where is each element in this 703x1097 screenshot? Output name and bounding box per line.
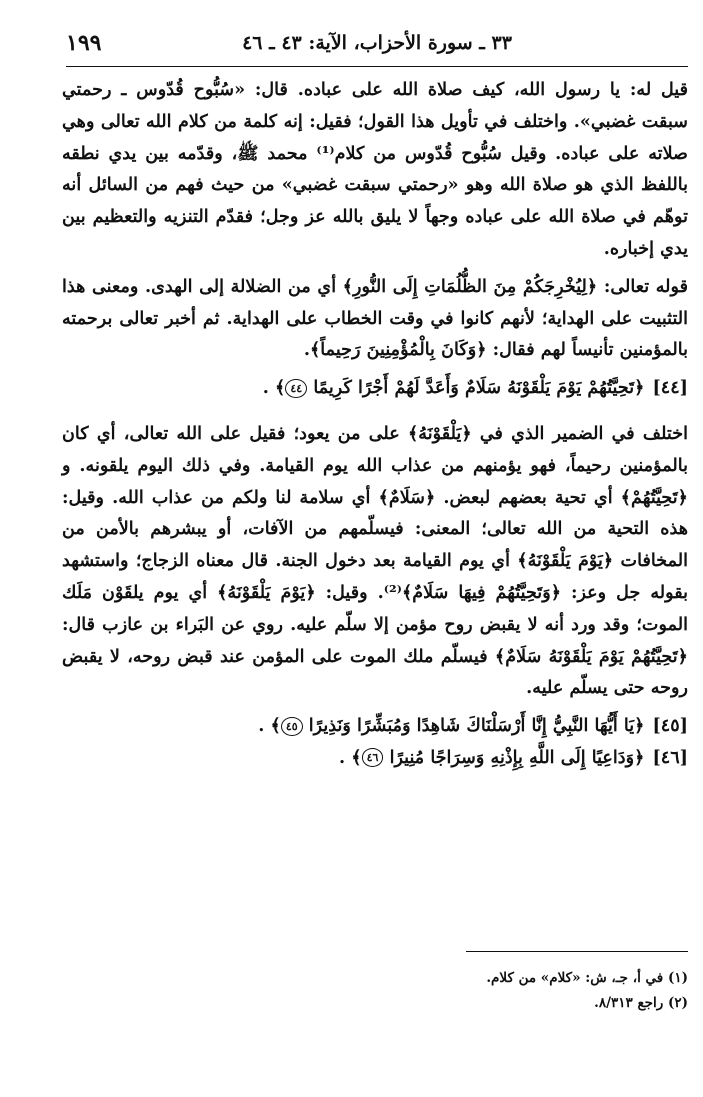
verse-close: ﴾ . xyxy=(258,715,281,737)
footnote-1: (١) في أ، جـ، ش: «كلام» من كلام. xyxy=(486,970,688,986)
running-title: ٣٣ ـ سورة الأحزاب، الآية: ٤٣ ـ ٤٦ xyxy=(242,32,512,54)
verse-end-marker: ٤٦ xyxy=(362,748,384,767)
header-rule xyxy=(66,66,688,67)
verse-close: ﴾ . xyxy=(262,377,286,399)
footnotes xyxy=(200,966,688,1016)
verse-end-marker: ٤٤ xyxy=(285,379,307,398)
paragraph-1: قيل له: يا رسول الله، كيف صلاة الله على عباده. قال: «سُبُّوح قُدّوس ـ رحمتي سبقت غضبي». واختلف في تأويل هذا القول؛ فقيل: إنه كلمة من كلام الله تعالى وهي صلاته على عباده. وقيل سُبُّوح قُدّوس من كلام⁽¹⁾ محمد ﷺ، وقدّمه بين يدي نطقه باللفظ الذي هو صلاة الله وهو «رحمتي سبقت غضبي» من حيث فهم من السائل أنه توهّم في صلاة الله على عباده وجهاً لا يليق بالله عز وجل؛ فقدّم التنزيه والتعظيم بين يدي إخباره. xyxy=(62,79,688,259)
verse-44 xyxy=(62,372,688,404)
page-header xyxy=(66,30,688,64)
paragraph-3: اختلف في الضمير الذي في ﴿يَلْقَوْنَهُ﴾ على من يعود؛ فقيل على الله تعالى، أي كان بالمؤمنين رحيماً، فهو يؤمنهم من عذاب الله يوم القيامة. وفي ذلك اليوم يلقونه. و ﴿تَحِيَّتُهُمْ﴾ أي تحية بعضهم لبعض. ﴿سَلَامٌ﴾ أي سلامة لنا ولكم من عذاب الله. وقيل: هذه التحية من الله تعالى؛ المعنى: فيسلّمهم من الآفات، أو يبشرهم بالأمن من المخافات ﴿يَوْمَ يَلْقَوْنَهُ﴾ أي يوم القيامة بعد دخول الجنة. قال معناه الزجاج؛ واستشهد بقوله جل وعز: ﴿وَتَحِيَّتُهُمْ فِيهَا سَلَامٌ﴾⁽²⁾. وقيل: ﴿يَوْمَ يَلْقَوْنَهُ﴾ أي يوم يلقَوْن مَلَك الموت؛ وقد ورد أنه لا يقبض روح مؤمن إلا سلّم عليه. روي عن البَراء بن عازب قال: ﴿تَحِيَّتُهُمْ يَوْمَ يَلْقَوْنَهُ سَلَامٌ﴾ فيسلّم ملك الموت على المؤمن عند قبض روحه، لا يقبض روحه حتى يسلّم عليه. xyxy=(62,422,688,699)
verse-45 xyxy=(62,710,688,742)
verse-text: ﴿تَحِيَّتُهُمْ يَوْمَ يَلْقَوْنَهُ سَلَامٌ وَأَعَدَّ لَهُمْ أَجْرًا كَرِيمًا xyxy=(313,377,645,399)
footnote-2: (٢) راجع ٨/٣١٣. xyxy=(594,995,688,1011)
verse-text: ﴿يَا أَيُّهَا النَّبِيُّ إِنَّا أَرْسَلْنَاكَ شَاهِدًا وَمُبَشِّرًا وَنَذِيرًا xyxy=(308,715,645,737)
footnote-rule xyxy=(466,951,688,952)
verse-number: [٤٥] xyxy=(652,715,688,737)
verse-close: ﴾ . xyxy=(339,746,362,768)
verse-number: [٤٤] xyxy=(652,377,688,399)
verse-end-marker: ٤٥ xyxy=(281,717,303,736)
verse-text: ﴿وَدَاعِيًا إِلَى اللَّهِ بِإِذْنِهِ وَسِرَاجًا مُنِيرًا xyxy=(389,746,645,768)
verse-46 xyxy=(62,742,688,774)
body-text xyxy=(62,74,688,774)
verse-number: [٤٦] xyxy=(652,746,688,768)
page-number: ١٩٩ xyxy=(66,30,102,56)
paragraph-2: قوله تعالى: ﴿لِيُخْرِجَكُمْ مِنَ الظُّلُمَاتِ إِلَى النُّورِ﴾ أي من الضلالة إلى الهدى. ومعنى هذا التثبيت على الهداية؛ لأنهم كانوا في وقت الخطاب على الهداية. ثم أخبر تعالى برحمته بالمؤمنين تأنيساً لهم فقال: ﴿وَكَانَ بِالْمُؤْمِنِينَ رَحِيماً﴾. xyxy=(62,275,688,361)
